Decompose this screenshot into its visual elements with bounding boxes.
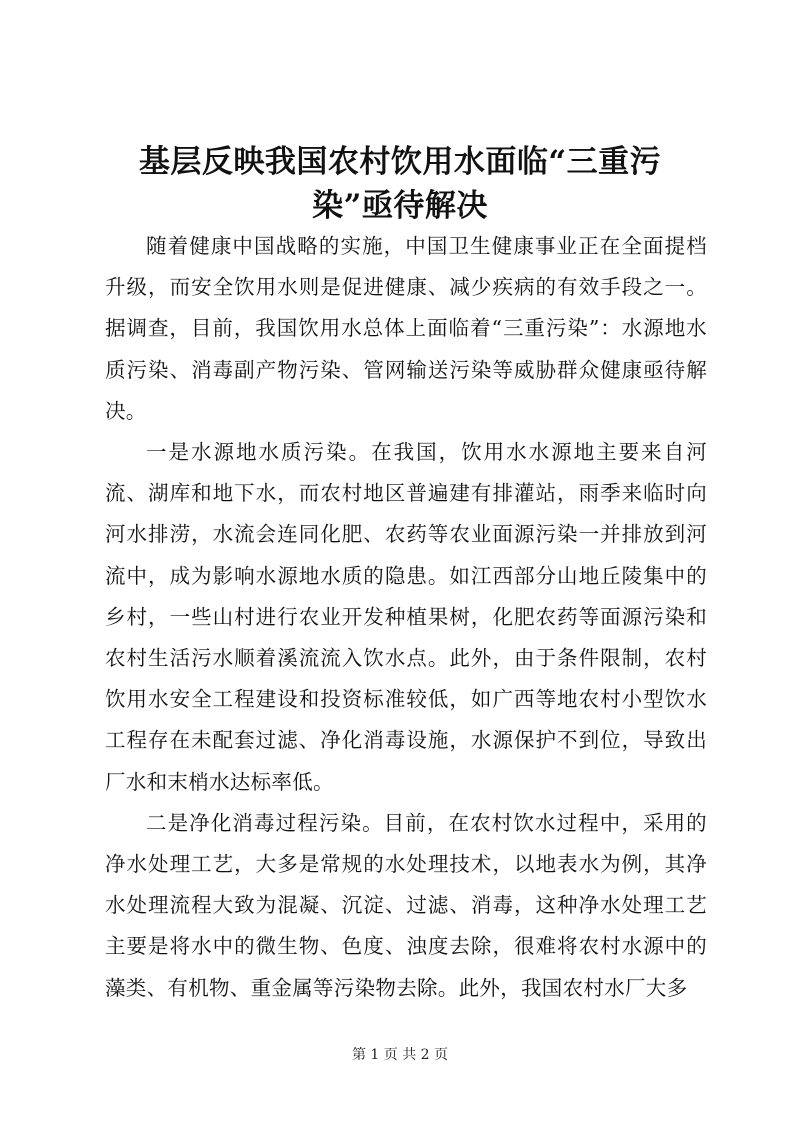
document-title: 基层反映我国农村饮用水面临“三重污染”亟待解决 bbox=[138, 144, 662, 224]
page-footer: 第 1 页 共 2 页 bbox=[351, 1047, 449, 1063]
paragraph-disinfection-pollution: 二是净化消毒过程污染。目前，在农村饮水过程中，采用的净水处理工艺，大多是常规的水处理技术，以地表水为例，其净水处理流程大致为混凝、沉淀、过滤、消毒，这种净水处理工艺主要是将水中的微生物、色度、浊度去除，很难将农村水源中的藻类、有机物、重金属等污染物去除。此外，我国农村水厂大多 bbox=[105, 810, 707, 1000]
document-body bbox=[105, 226, 707, 1009]
paragraph-water-source-pollution: 一是水源地水质污染。在我国，饮用水水源地主要来自河流、湖库和地下水，而农村地区普遍建有排灌站，雨季来临时向河水排涝，水流会连同化肥、农药等农业面源污染一并排放到河流中，成为影响水源地水质的隐患。如江西部分山地丘陵集中的乡村，一些山村进行农业开发种植果树，化肥农药等面源污染和农村生活污水顺着溪流流入饮水点。此外，由于条件限制，农村饮用水安全工程建设和投资标准较低，如广西等地农村小型饮水工程存在未配套过滤、净化消毒设施，水源保护不到位，导致出厂水和末梢水达标率低。 bbox=[105, 440, 707, 794]
paragraph-intro: 随着健康中国战略的实施，中国卫生健康事业正在全面提档升级，而安全饮用水则是促进健康、减少疾病的有效手段之一。据调查，目前，我国饮用水总体上面临着“三重污染”：水源地水质污染、消毒副产物污染、管网输送污染等威胁群众健康亟待解决。 bbox=[105, 234, 707, 423]
